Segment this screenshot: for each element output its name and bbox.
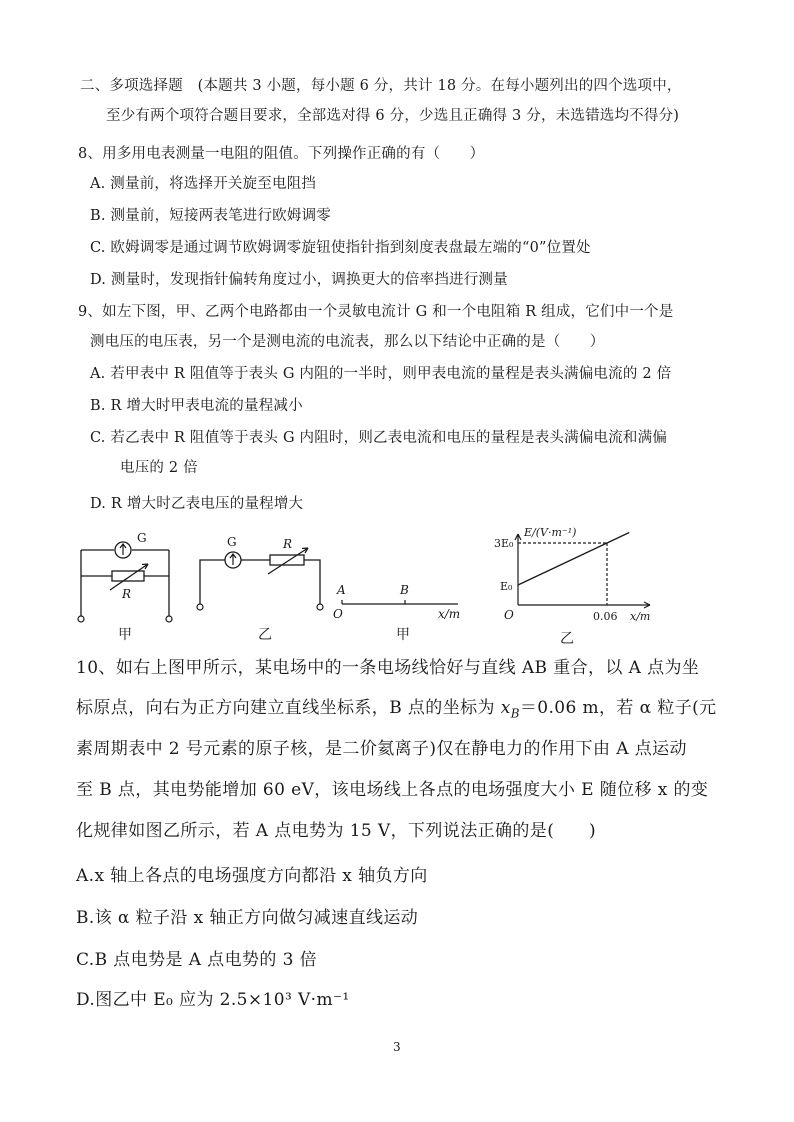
q8-option-d: D. 测量时，发现指针偏转角度过小，调换更大的倍率挡进行测量 — [90, 272, 508, 288]
q8-option-b: B. 测量前，短接两表笔进行欧姆调零 — [90, 208, 331, 224]
q10-line1: 10、如右上图甲所示，某电场中的一条电场线恰好与直线 AB 重合，以 A 点为坐 — [76, 658, 700, 678]
graph-yi-figure — [490, 524, 670, 624]
axis-jia-caption: 甲 — [396, 627, 410, 643]
graph-tick-006: 0.06 — [593, 610, 618, 623]
terminal-icon — [78, 616, 84, 622]
circuit-jia-g-label: G — [137, 531, 147, 545]
q10-option-c: C.B 点电势是 A 点电势的 3 倍 — [76, 950, 318, 970]
axis-jia-origin: O — [333, 607, 343, 621]
q10-option-a: A.x 轴上各点的电场强度方向都沿 x 轴负方向 — [76, 866, 428, 886]
q9-option-c-line1: C. 若乙表中 R 阻值等于表头 G 内阻时，则乙表电流和电压的量程是表头满偏电流和满偏 — [90, 430, 668, 446]
circuit-yi-g-label: G — [227, 535, 237, 549]
q9-option-c-line2: 电压的 2 倍 — [120, 460, 198, 476]
graph-origin: O — [504, 608, 514, 622]
graph-data-line — [518, 533, 629, 586]
graph-tick-e0: E₀ — [500, 580, 513, 593]
circuit-yi-r-label: R — [283, 537, 293, 551]
q9-option-a: A. 若甲表中 R 阻值等于表头 G 内阻的一半时，则甲表电流的量程是表头满偏电流的 2 倍 — [90, 366, 672, 382]
circuit-jia-r-label: R — [122, 587, 132, 601]
circuit-yi-figure — [190, 532, 330, 622]
q10-line2-text-end: ＝0.06 m，若 α 粒子(元 — [519, 698, 717, 718]
terminal-icon — [166, 616, 172, 622]
q10-line2 — [76, 696, 717, 725]
section-header-line1: 二、多项选择题 (本题共 3 小题，每小题 6 分，共计 18 分。在每小题列出的四个选项中， — [80, 78, 682, 94]
q9-option-b: B. R 增大时甲表电流的量程减小 — [90, 398, 303, 414]
q10-line4: 至 B 点，其电势能增加 60 eV，该电场线上各点的电场强度大小 E 随位移 x 的变 — [76, 780, 709, 800]
q9-option-d: D. R 增大时乙表电压的量程增大 — [90, 496, 304, 512]
q8-option-a: A. 测量前，将选择开关旋至电阻挡 — [90, 176, 317, 192]
axis-jia-label-b: B — [400, 583, 409, 597]
q8-option-c: C. 欧姆调零是通过调节欧姆调零旋钮使指针指到刻度表盘最左端的“0”位置处 — [90, 240, 591, 256]
q10-option-b: B.该 α 粒子沿 x 轴正方向做匀减速直线运动 — [76, 908, 419, 928]
graph-xlabel: x/m — [630, 610, 651, 623]
axis-jia-label-a: A — [337, 583, 346, 597]
q10-xb-symbol: $x_B$ — [500, 698, 520, 721]
galvanometer-icon — [225, 552, 241, 568]
circuit-jia-caption: 甲 — [118, 627, 132, 643]
galvanometer-icon — [115, 542, 131, 558]
q10-line3: 素周期表中 2 号元素的原子核，是二价氦离子)仅在静电力的作用下由 A 点运动 — [76, 739, 687, 759]
axis-jia-xlabel: x/m — [438, 607, 461, 621]
page-number: 3 — [393, 1040, 401, 1054]
terminal-icon — [317, 604, 323, 610]
graph-yi-caption: 乙 — [560, 631, 574, 647]
circuit-yi-caption: 乙 — [258, 627, 272, 643]
q9-stem-line2: 测电压的电压表，另一个是测电流的电流表，那么以下结论中正确的是（ ） — [90, 334, 605, 350]
graph-ylabel: E/(V·m⁻¹) — [524, 526, 577, 539]
q10-line2-text: 标原点，向右为正方向建立直线坐标系，B 点的坐标为 — [76, 698, 501, 718]
circuit-jia-figure — [70, 528, 180, 628]
q8-stem: 8、用多用电表测量一电阻的阻值。下列操作正确的有（ ） — [78, 146, 485, 162]
axis-jia-figure — [330, 576, 470, 626]
q10-line5: 化规律如图乙所示，若 A 点电势为 15 V，下列说法正确的是( ) — [76, 821, 597, 841]
graph-tick-3e0: 3E₀ — [494, 537, 514, 550]
q9-stem-line1: 9、如左下图，甲、乙两个电路都由一个灵敏电流计 G 和一个电阻箱 R 组成，它们中一个是 — [78, 304, 674, 320]
section-header-line2: 至少有两个项符合题目要求，全部选对得 6 分，少选且正确得 3 分，未选错选均不得分) — [106, 108, 680, 124]
terminal-icon — [197, 604, 203, 610]
q10-option-d: D.图乙中 E₀ 应为 2.5×10³ V·m⁻¹ — [76, 990, 350, 1010]
